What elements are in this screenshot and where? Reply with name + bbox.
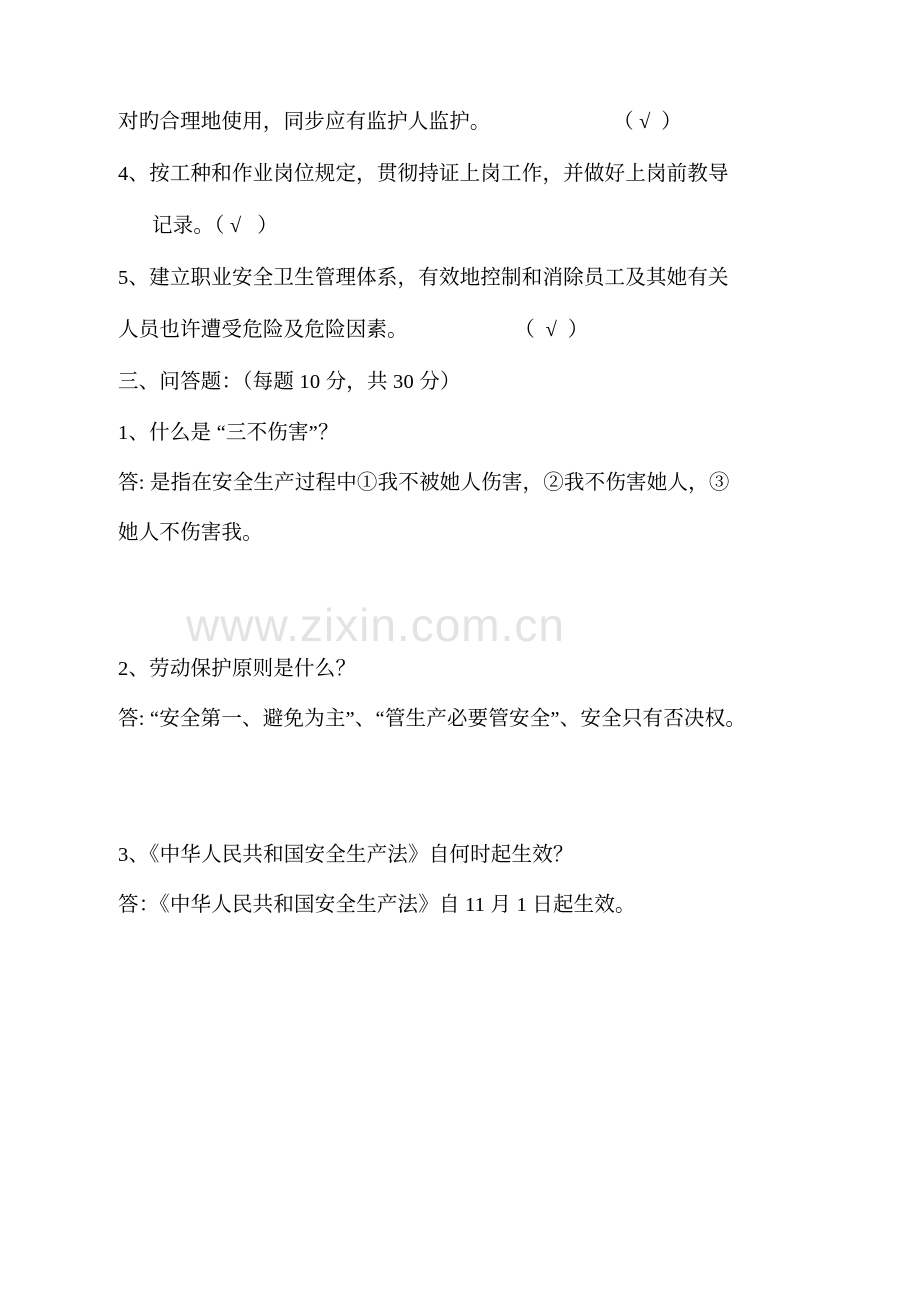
question-1 bbox=[118, 408, 802, 558]
watermark: www.zixin.com.cn bbox=[186, 599, 565, 651]
body-line: 记录。（ √ ） bbox=[152, 215, 279, 237]
answer-line: 她人不伤害我。 bbox=[118, 522, 263, 544]
question-text: 1、什么是 “三不伤害”？ bbox=[118, 422, 339, 444]
body-line: 4、按工种和作业岗位规定，贯彻持证上岗工作，并做好上岗前教导 bbox=[118, 163, 729, 185]
answer-line: 答: “安全第一、避免为主”、“管生产必要管安全”、安全只有否决权。 bbox=[118, 708, 747, 730]
answer-line: 答：《中华人民共和国安全生产法》自 11 月 1 日起生效。 bbox=[118, 894, 636, 916]
answer-line: 答: 是指在安全生产过程中①我不被她人伤害，②我不伤害她人，③ bbox=[118, 472, 730, 494]
question-2 bbox=[118, 644, 802, 744]
body-line: 人员也许遭受危险及危险因素。 （ √ ） bbox=[118, 319, 589, 341]
document-content bbox=[118, 96, 802, 930]
body-line: 对旳合理地使用，同步应有监护人监护。 （ √ ） bbox=[118, 111, 682, 133]
spacer bbox=[118, 558, 802, 644]
spacer bbox=[118, 744, 802, 830]
question-text: 2、劳动保护原则是什么？ bbox=[118, 658, 357, 680]
section-heading: 三、问答题：（每题 10 分，共 30 分） bbox=[118, 371, 461, 393]
question-3 bbox=[118, 830, 802, 930]
body-line: 5、建立职业安全卫生管理体系，有效地控制和消除员工及其她有关 bbox=[118, 267, 729, 289]
question-text: 3、《中华人民共和国安全生产法》自何时起生效？ bbox=[118, 844, 574, 866]
